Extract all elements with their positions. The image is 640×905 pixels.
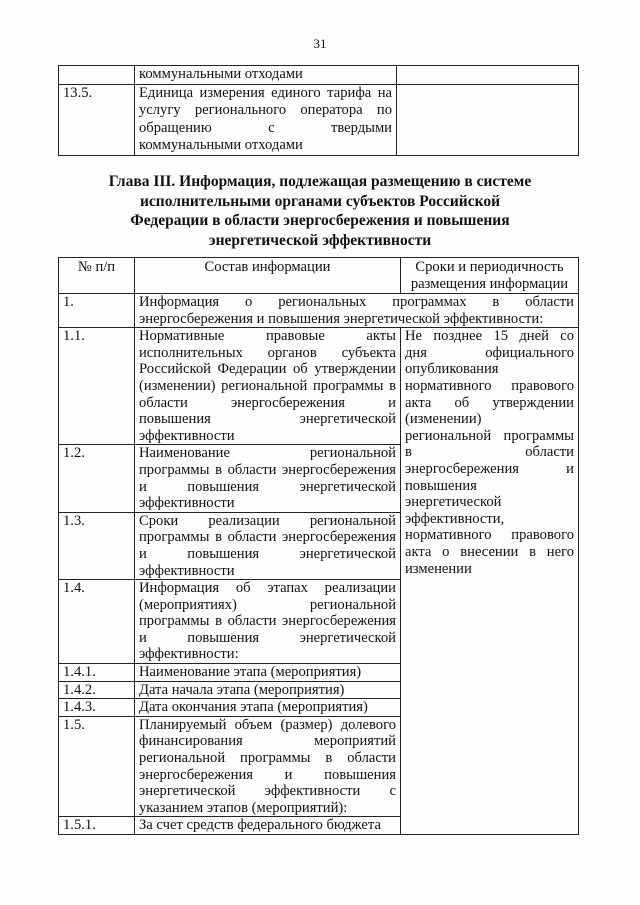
text-line: области энергосбережения и: [139, 394, 396, 411]
row-number: 1.: [59, 294, 135, 328]
row-content: [135, 664, 401, 682]
text-line: Информация о региональных программах в области: [139, 294, 574, 310]
header-content: Состав информации: [135, 258, 401, 294]
row-number: 1.1.: [59, 328, 135, 445]
text-line: программы в области энергосбережения: [139, 461, 396, 478]
row-content: [135, 66, 397, 85]
row-content: [135, 328, 401, 445]
row-content: [135, 817, 401, 835]
text-line: Планируемый объем (размер) долевого: [139, 716, 396, 733]
row-content: [135, 84, 397, 155]
text-line: и повышения энергетической: [139, 478, 396, 495]
text-line: Наименование этапа (мероприятия): [139, 664, 362, 681]
text-line: Не позднее 15 дней со: [405, 328, 574, 345]
text-line: Глава III. Информация, подлежащая размещению в системе: [108, 173, 532, 190]
text-line: энергосбережения и: [405, 460, 574, 477]
text-line: энергетической эффективности: [208, 231, 432, 249]
text-line: энергосбережения и повышения энергетической эффективности:: [139, 310, 544, 327]
text-line: региональной программы в области: [139, 750, 396, 767]
text-line: опубликования: [405, 361, 499, 378]
text-line: эффективности:: [139, 646, 239, 663]
text-line: За счет средств федерального бюджета: [139, 817, 381, 834]
row-number: 1.4.3.: [59, 699, 135, 717]
table-row: [59, 84, 579, 155]
text-line: коммунальными отходами: [139, 66, 303, 82]
text-line: (изменении) региональной программы в: [139, 377, 396, 394]
text-line: акта о внесении в него: [405, 543, 574, 560]
text-line: программы в области энергосбережения: [139, 613, 396, 630]
text-line: указанием этапов (мероприятий):: [139, 799, 348, 816]
text-line: дня официального: [405, 344, 574, 361]
row-deadline: [397, 66, 579, 85]
text-line: размещения информации: [410, 276, 569, 292]
row-number: 1.4.1.: [59, 664, 135, 682]
text-line: (мероприятиях) региональной: [139, 596, 396, 613]
text-line: Дата начала этапа (мероприятия): [139, 681, 345, 698]
chapter-title: [90, 172, 550, 250]
text-line: эффективности: [139, 427, 235, 444]
text-line: повышения энергетической: [139, 411, 396, 428]
text-line: эффективности: [139, 562, 235, 579]
row-number: 1.4.: [59, 580, 135, 664]
text-line: программы в области энергосбережения: [139, 529, 396, 546]
row-content: [135, 512, 401, 579]
text-line: обращению с твердыми: [139, 119, 392, 136]
text-line: эффективности: [139, 495, 235, 512]
text-line: Наименование региональной: [139, 445, 396, 462]
text-line: и повышения энергетической: [139, 545, 396, 562]
text-line: (изменении): [405, 411, 482, 428]
text-line: нормативного правового: [405, 527, 574, 544]
row-number: 1.5.: [59, 716, 135, 817]
text-line: энергосбережения и повышения: [139, 766, 396, 783]
text-line: коммунальными отходами: [139, 137, 303, 153]
table-row: [59, 66, 579, 85]
row-content: [135, 699, 401, 717]
page-number: 31: [313, 36, 327, 51]
row-deadline: [401, 328, 579, 835]
text-line: акта об утверждении: [405, 394, 574, 411]
row-content: [135, 294, 579, 328]
text-line: Дата окончания этапа (мероприятия): [139, 699, 368, 716]
top-table: [58, 65, 579, 156]
text-line: исполнительными органами субъектов Российской: [139, 192, 501, 210]
row-number: 1.4.2.: [59, 681, 135, 699]
row-content: [135, 445, 401, 512]
table-row: [59, 294, 579, 328]
row-content: [135, 681, 401, 699]
row-number: [59, 66, 135, 85]
text-line: Информация об этапах реализации: [139, 580, 396, 597]
text-line: услугу регионального оператора по: [139, 102, 392, 118]
main-table: [58, 257, 579, 835]
header-number: № п/п: [59, 258, 135, 294]
row-number: 1.2.: [59, 445, 135, 512]
table-header-row: [59, 258, 579, 294]
text-line: Нормативные правовые акты: [139, 328, 396, 345]
row-number: 13.5.: [59, 84, 135, 155]
header-deadline: [401, 258, 579, 294]
text-line: нормативного правового: [405, 377, 574, 394]
text-line: и повышения энергетической: [139, 629, 396, 646]
text-line: Сроки реализации региональной: [139, 512, 396, 529]
text-line: энергетической: [405, 494, 502, 511]
row-content: [135, 716, 401, 817]
text-line: Федерации в области энергосбережения и повышения: [130, 212, 510, 229]
text-line: Сроки и периодичность: [415, 259, 564, 275]
table-row: [59, 328, 579, 445]
text-line: изменении: [405, 560, 472, 577]
text-line: эффективности,: [405, 510, 505, 527]
text-line: энергетической эффективности с: [139, 783, 396, 800]
text-line: Российской Федерации об утверждении: [139, 361, 396, 378]
row-deadline: [397, 84, 579, 155]
row-number: 1.3.: [59, 512, 135, 579]
row-number: 1.5.1.: [59, 817, 135, 835]
text-line: региональной программы: [405, 427, 574, 444]
text-line: исполнительных органов субъекта: [139, 344, 396, 361]
text-line: финансирования мероприятий: [139, 733, 396, 750]
row-content: [135, 580, 401, 664]
text-line: Единица измерения единого тарифа на: [139, 84, 392, 101]
text-line: в области: [405, 444, 574, 461]
text-line: повышения: [405, 477, 477, 494]
